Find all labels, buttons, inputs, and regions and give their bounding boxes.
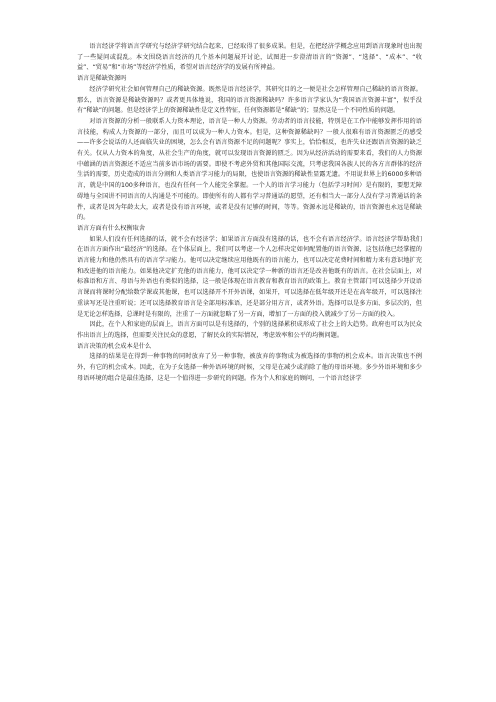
body-paragraph: 选择的结果是在得到一种事物的同时放弃了另一种事物，被放弃的事物成为被选择的事物的机会成本。语言决策也不例外，有它的机会成本。因此，在为子女选择一种外语环境的时候，父母是在减少或消除了他的母语环境。多少外语环境和多少母语环境的组合是最佳选择，这是一个值得进一步研究的问题。作为个人和家庭的顾问，一个语言经济学 xyxy=(77,353,422,382)
body-paragraph: 对语言资源的分析一般联系人力资本理论，语言是一种人力资源。劳动者的语言技能，特别是在工作中能够发挥作用的语言技能，构成人力资源的一部分，而且可以成为一种人力资本。但是，这种资源稀缺吗？一般人很难有语言资源匮乏的感受——许多会说话的人还面临失业的困境，怎么会有语言资源不足的问题呢？事实上，恰恰相反，也许失业还跟语言资源的缺乏有关。仅从人力资本的角度，从社会生产的角度，就可以发现语言资源的匮乏。因为从经济活动的需要来看，我们的人力资源中蕴涵的语言资源还不适应当前多语市场的需要。即使不考虑外贸和其他国际交流，只考虑我国各族人民的各方言群体的经济生活的需要，历史造成的语言分割和人类语言学习能力的局限，也使语言资源的稀缺性显露无遗。不用说世界上的6000多种语言，就是中国的100多种语言，也没有任何一个人能完全掌握。一个人的语言学习能力（包括学习时间）是有限的，要想无障碍地与全国讲不同语言的人沟通是不可能的。即使所有的人都有学习普通话的愿望，还有相当大一部分人没有学习普通话的条件，或者是因为年龄太大，或者是没有语言环境，或者是没有足够的时间，等等。资源永远是稀缺的，语言资源也永远是稀缺的。 xyxy=(77,117,422,222)
body-paragraph: 因此，在个人和家庭的层面上，语言方面可以是有选择的，个别的选择累积成形成了社会上的大趋势。政府也可以为民众作出语言上的选择，但需要关注民众的意愿，了解民众的实际情况，考虑效率和公平的均衡问题。 xyxy=(77,321,422,339)
section-heading: 语言是稀缺资源吗 xyxy=(77,75,127,83)
body-paragraph: 经济学研究社会如何管理自己的稀缺资源。既然是语言经济学，其研究目的之一便是社会怎样管理自己稀缺的语言资源。那么，语言资源是稀缺资源吗？或者更具体地说，我国的语言资源稀缺吗？许多语言学家认为“我国语言资源丰富”，似乎没有“稀缺”的问题。但是经济学上的资源稀缺性是定义性特征，任何资源都是“稀缺”的；显然这是一个不同性质的问题。 xyxy=(77,85,422,115)
section-heading: 语言方面有什么权衡取舍 xyxy=(77,224,146,232)
document-page xyxy=(77,42,422,385)
section-heading: 语言决策的机会成本是什么 xyxy=(77,342,152,350)
intro-paragraph: 语言经济学将语言学研究与经济学研究结合起来，已经取得了很多成果。但是，在把经济学概念应用到语言现象时也出现了一些疑问或混乱。本文围绕语言经济的几个基本问题展开讨论，试图进一步澄清语言的“资源”、“选择”、“成本”、“收益”、“贸易”和“市场”等经济学性质，希望对语言经济学的发展有所裨益。 xyxy=(77,43,422,72)
body-paragraph: 如果人们没有任何选择的话，就不会有经济学；如果语言方面没有选择的话，也不会有语言经济学。语言经济学帮助我们在语言方面作出“最经济”的选择。在个体层面上，我们可以考虑一个人怎样决定如何配置他的语言资源，这包括他已经掌握的语言能力和他仍然具有的语言学习能力。他可以决定继续应用他既有的语言能力，也可以决定花费时间和精力来有意识地扩充和改进他的语言能力。如果他决定扩充他的语言能力，他可以决定学一种新的语言还是改善他既有的语言。在社会层面上，对标准语和方言、母语与外语也有类似的选择，这一般是体现在语言教育和教育语言的政策上。教育主管部门可以选择少开设语言课而将课时分配给数学课或其他课，也可以选择开不开外语课，如果开，可以选择在低年级开还是在高年级开，可以选择注重读写还是注重听说；还可以选择教育语言是全部用标准语，还是部分用方言，或者外语。选择可以是多方面、多层次的，但是无论怎样选择，总课时是有限的，注重了一方面就忽略了另一方面，增加了一方面的投入就减少了另一方面的投入。 xyxy=(77,235,422,318)
